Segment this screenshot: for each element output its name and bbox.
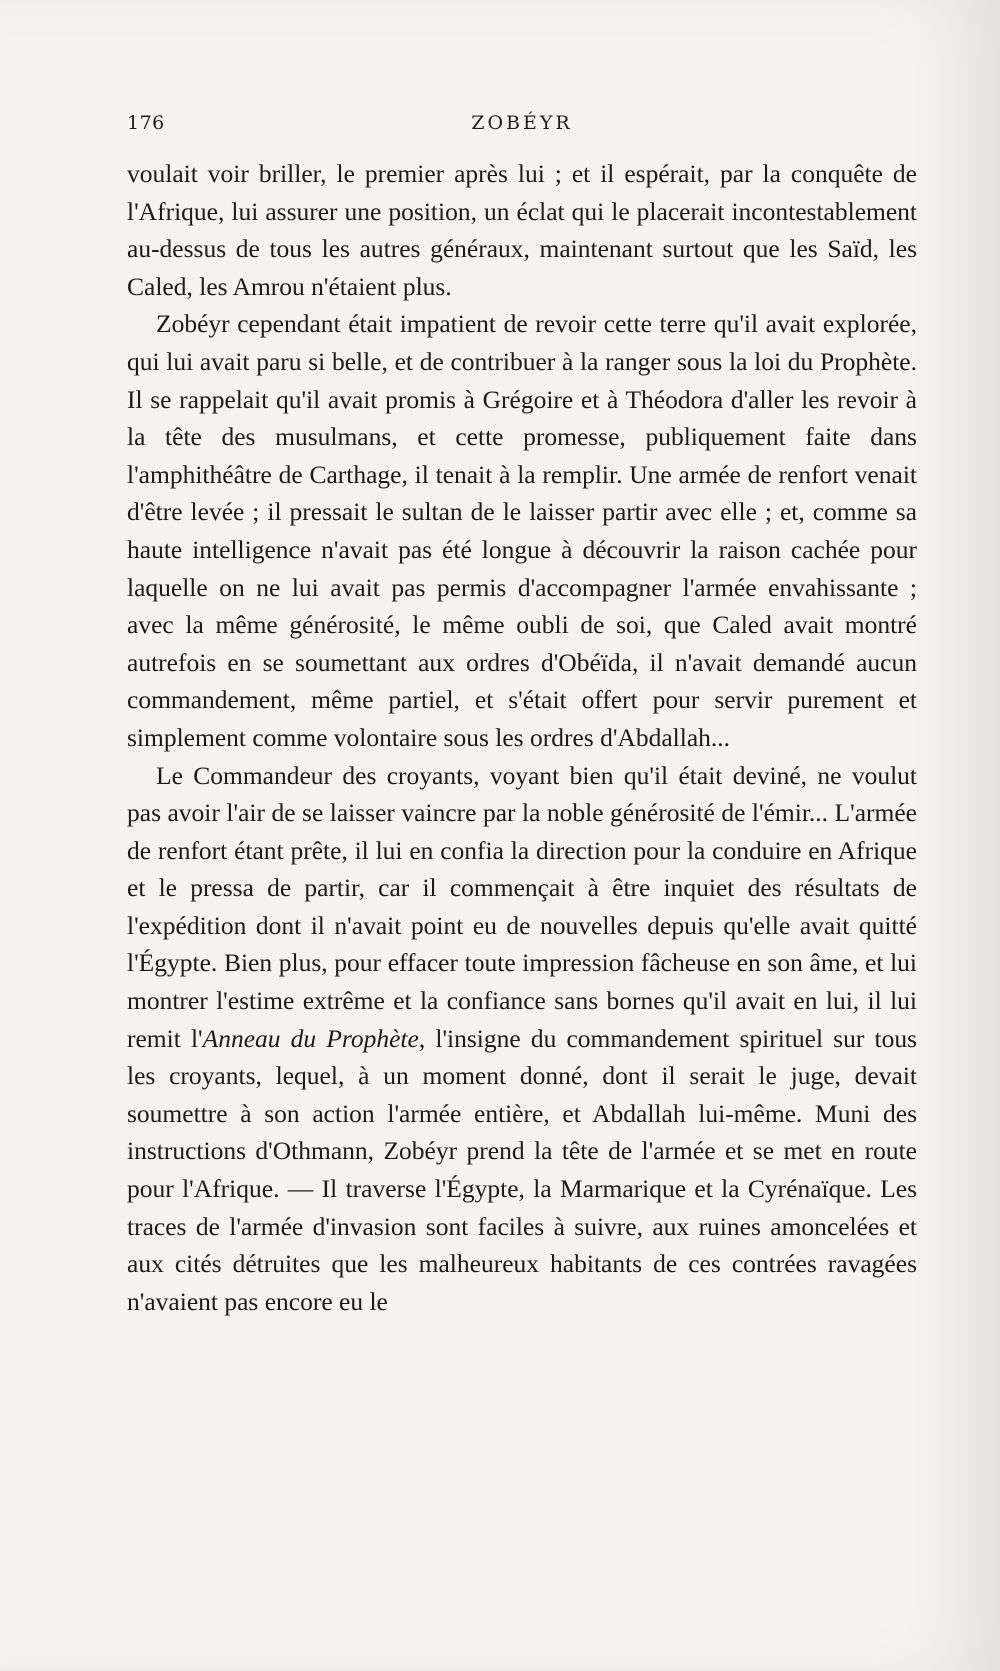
body-text xyxy=(127,155,917,1320)
paragraph-3-text-after: , l'insigne du commandement spirituel sur tous les croyants, lequel, à un moment donné, dont il serait le juge, devait soumettre à son action l'armée entière, et Abdallah lui-même. Muni des instructions d'Othmann, Zobéyr prend la tête de l'armée et se met en route pour l'Afrique. — Il traverse l'Égypte, la Marmarique et la Cyrénaïque. Les traces de l'armée d'invasion sont faciles à suivre, aux ruines amoncelées et aux cités détruites que les malheureux habitants de ces contrées ravagées n'avaient pas encore eu le xyxy=(127,1023,917,1316)
page-number: 176 xyxy=(127,112,165,134)
paragraph-3-text-before: Le Commandeur des croyants, voyant bien qu'il était deviné, ne voulut pas avoir l'air de se laisser vaincre par la noble générosité de l'émir... L'armée de renfort étant prête, il lui en confia la direction pour la conduire en Afrique et le pressa de partir, car il commençait à être inquiet des résultats de l'expédition dont il n'avait point eu de nouvelles depuis qu'elle avait quitté l'Égypte. Bien plus, pour effacer toute impression fâcheuse en son âme, et lui montrer l'estime extrême et la confiance sans bornes qu'il avait en lui, il lui remit l' xyxy=(127,760,917,1053)
paragraph-1: voulait voir briller, le premier après lui ; et il espérait, par la conquête de l'Afrique, lui assurer une position, un éclat qui le placerait incontestablement au-dessus de tous les autres généraux, maintenant surtout que les Saïd, les Caled, les Amrou n'étaient plus. xyxy=(127,159,917,301)
paragraph-2: Zobéyr cependant était impatient de revoir cette terre qu'il avait explorée, qui lui avait paru si belle, et de contribuer à la ranger sous la loi du Prophète. Il se rappelait qu'il avait promis à Grégoire et à Théodora d'aller les revoir à la tête des musulmans, et cette promesse, publiquement faite dans l'amphithéâtre de Carthage, il tenait à la remplir. Une armée de renfort venait d'être levée ; il pressait le sultan de le laisser partir avec elle ; et, comme sa haute intelligence n'avait pas été longue à découvrir la raison cachée pour laquelle on ne lui avait pas permis d'accompagner l'armée envahissante ; avec la même générosité, le même oubli de soi, que Caled avait montré autrefois en se soumettant aux ordres d'Obéïda, il n'avait demandé aucun commandement, même partiel, et s'était offert pour servir purement et simplement comme volontaire sous les ordres d'Abdallah... xyxy=(127,309,917,752)
running-title: ZOBÉYR xyxy=(471,112,573,134)
italic-phrase: Anneau du Prophète xyxy=(202,1023,419,1053)
paragraph-3 xyxy=(127,757,917,1321)
page-header xyxy=(127,112,917,142)
